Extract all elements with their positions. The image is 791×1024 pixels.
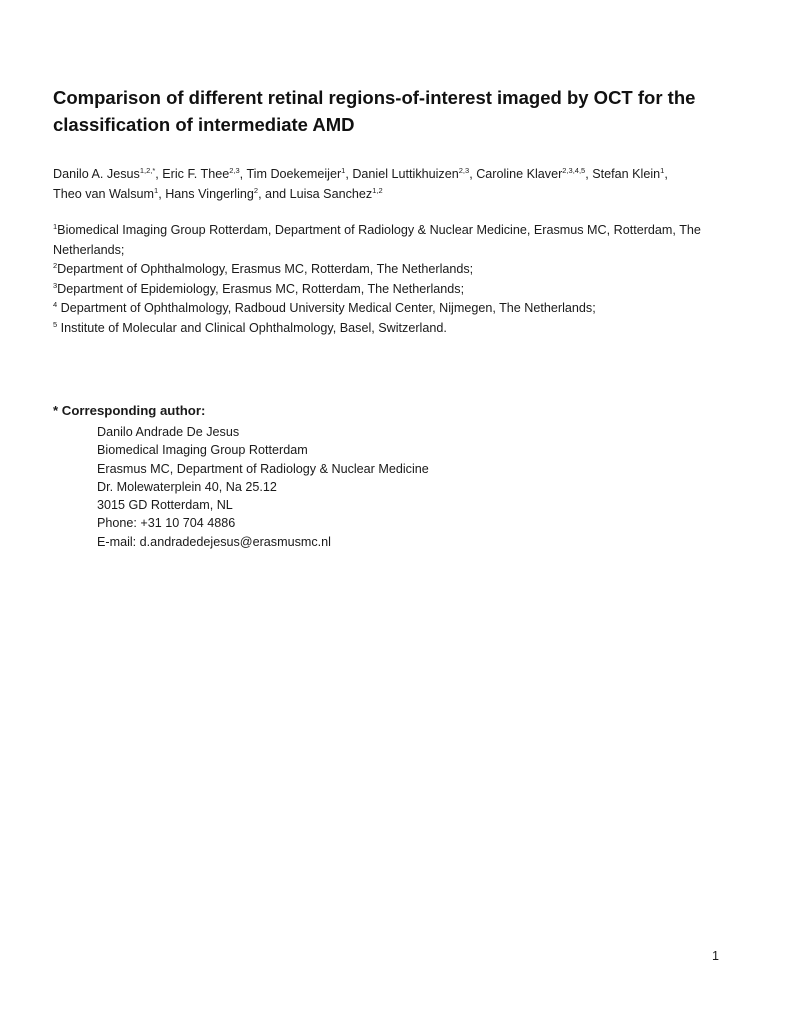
affiliation-number: 5 (53, 319, 58, 329)
author-affiliation-marker: 2 (253, 186, 259, 195)
affiliation-line (53, 280, 743, 300)
author-name: Tim Doekemeijer (246, 167, 342, 181)
author-name: Danilo A. Jesus (53, 167, 140, 181)
corresponding-author-line: Danilo Andrade De Jesus (97, 425, 240, 439)
affiliation-list (53, 221, 743, 338)
affiliation-line (53, 221, 743, 260)
affiliation-number: 1 (53, 222, 58, 231)
author-affiliation-marker: 1 (341, 166, 346, 175)
affiliation-text: Biomedical Imaging Group Rotterdam, Department of Radiology & Nuclear Medicine, Erasmus MC, Rotterdam, The Netherlands; (53, 223, 701, 257)
affiliation-text: Department of Ophthalmology, Erasmus MC, Rotterdam, The Netherlands; (57, 262, 474, 276)
author-name: Eric F. Thee (162, 167, 230, 181)
author-affiliation-marker: 1 (154, 186, 159, 195)
author-list: Danilo A. Jesus$^{1,2,*}$, Eric F. Thee$^{2,3}$, Tim Doekemeijer$^1$, Daniel Luttikhuizen$^{2,3}$, Caroline Klaver$^{2,3,4,5}$, Stefan Klein$^1$, Theo van Walsum$^1$, Hans Vingerling$^2$, and Luisa Sanchez$^{1,2}$ (53, 166, 668, 201)
paper-title: Comparison of different retinal regions-of-interest imaged by OCT for the classification of intermediate AMD (53, 87, 696, 135)
author-affiliation-marker: 2,3 (229, 166, 240, 175)
corresponding-author-line: 3015 GD Rotterdam, NL (97, 498, 233, 513)
affiliation-number: 2 (53, 261, 58, 270)
corresponding-author-line: Erasmus MC, Department of Radiology & Nuclear Medicine (97, 461, 429, 476)
affiliation-line (53, 299, 743, 319)
author-name: Stefan Klein (592, 167, 661, 181)
author-name: Hans Vingerling (165, 187, 254, 201)
corresponding-author-line: Dr. Molewaterplein 40, Na 25.12 (97, 479, 277, 494)
affiliation-line (53, 319, 743, 339)
author-name: Luisa Sanchez (289, 187, 373, 201)
author-affiliation-marker: 1 (660, 166, 665, 175)
corresponding-author-line: Biomedical Imaging Group Rotterdam (97, 443, 308, 458)
author-affiliation-marker: 2,3 (458, 166, 470, 175)
affiliation-number: 3 (53, 280, 58, 290)
corresponding-author-line: E-mail: d.andradedejesus@erasmusmc.nl (97, 534, 331, 549)
affiliation-text: Department of Epidemiology, Erasmus MC, Rotterdam, The Netherlands; (57, 281, 465, 296)
corresponding-author-heading: * Corresponding author: (53, 403, 206, 418)
corresponding-author-line: Phone: +31 10 704 4886 (97, 516, 236, 531)
corresponding-author-details (97, 423, 429, 551)
affiliation-text: Department of Ophthalmology, Radboud University Medical Center, Nijmegen, The Netherlands; (57, 301, 596, 315)
author-affiliation-marker: 2,3,4,5 (562, 166, 586, 175)
author-affiliation-marker: 1,2 (372, 186, 383, 195)
author-affiliation-marker: 1,2,* (139, 166, 156, 175)
affiliation-line (53, 260, 743, 280)
author-name: Caroline Klaver (476, 167, 563, 181)
author-name: Theo van Walsum (53, 187, 155, 201)
affiliation-number: 4 (53, 300, 58, 309)
affiliation-text: Institute of Molecular and Clinical Ophthalmology, Basel, Switzerland. (57, 320, 447, 335)
author-name: Daniel Luttikhuizen (352, 167, 459, 181)
page-number: 1 (712, 949, 720, 963)
